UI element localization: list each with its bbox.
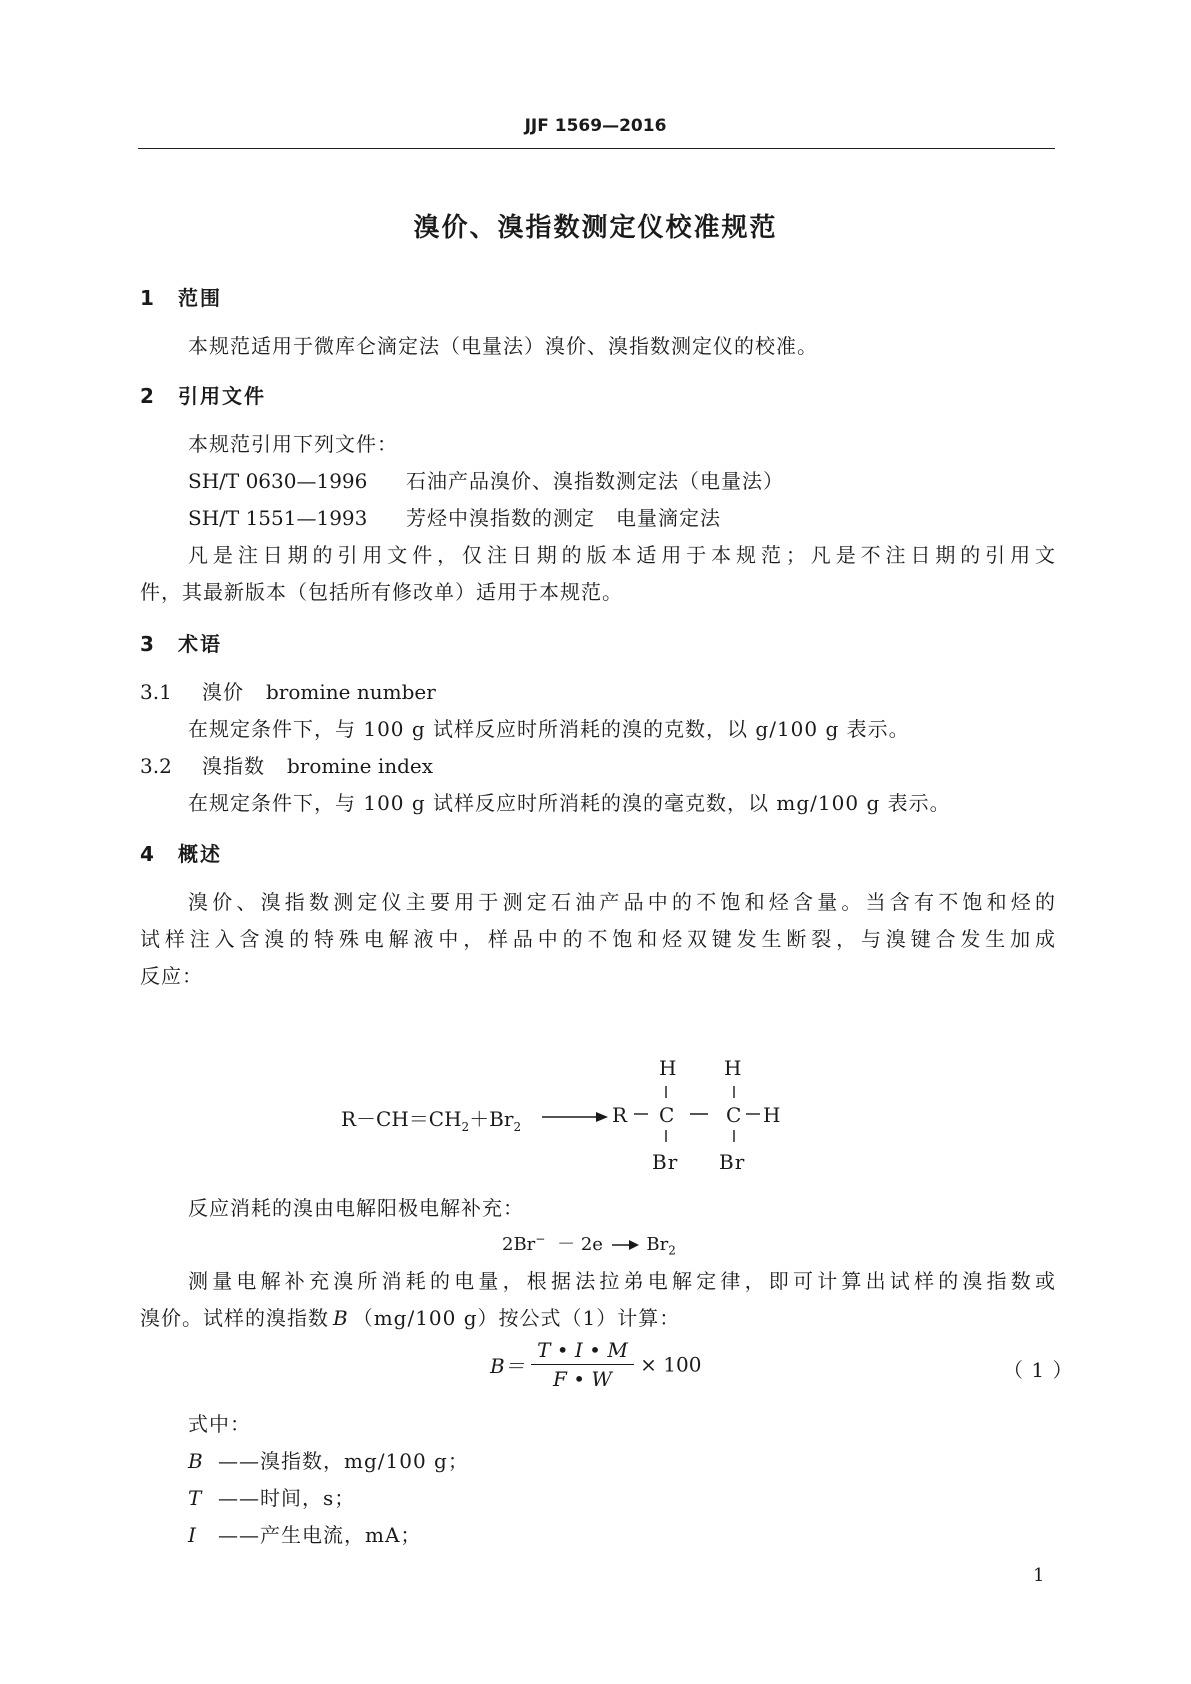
calculation-line-2: 溴价。试样的溴指数 B （mg/100 g）按公式（1）计算： <box>140 1306 681 1330</box>
section-2-heading <box>140 380 266 409</box>
formula-1 <box>490 1338 701 1391</box>
atom-h: H <box>659 1056 678 1080</box>
reference-item <box>188 465 784 494</box>
electrolysis-equation: 2Br− － 2e $Br_2$ <box>502 1232 676 1258</box>
where-label: 式中： <box>188 1412 251 1436</box>
atom-c: C <box>659 1103 676 1127</box>
reference-code: SH/T 1551—1993 <box>188 506 368 530</box>
variable-description: ——时间，s； <box>218 1486 356 1510</box>
calculation-line-1: 测量电解补充溴所消耗的电量，根据法拉弟电解定律，即可计算出试样的溴指数或 <box>188 1269 1056 1293</box>
term-3-2 <box>140 750 433 779</box>
variable-symbol: I <box>188 1523 197 1547</box>
section-3-heading <box>140 628 222 657</box>
electrolysis-arrow <box>609 1238 641 1252</box>
term-chinese: 溴指数 <box>202 754 265 778</box>
formula-fraction <box>531 1338 634 1391</box>
reference-name: 芳烃中溴指数的测定 电量滴定法 <box>406 506 721 530</box>
section-1-text: 本规范适用于微库仑滴定法（电量法）溴价、溴指数测定仪的校准。 <box>188 334 818 358</box>
term-english: bromine index <box>287 754 434 778</box>
reaction-arrow <box>540 1105 610 1129</box>
section-number: 1 <box>140 286 154 310</box>
section-number: 3 <box>140 632 154 656</box>
term-english: bromine number <box>266 680 436 704</box>
section-title: 术语 <box>178 632 222 656</box>
variable-symbol: T <box>188 1486 203 1510</box>
term-number: 3.2 <box>140 754 172 778</box>
term-3-2-definition: 在规定条件下，与 100 g 试样反应时所消耗的溴的毫克数，以 mg/100 g 表示。 <box>188 791 951 815</box>
reference-name: 石油产品溴价、溴指数测定法（电量法） <box>406 469 784 493</box>
variable-b: B <box>333 1306 349 1330</box>
atom-r: R <box>612 1103 629 1127</box>
reaction-left-side: $R-CH=CH_2+Br_2$ <box>341 1107 522 1134</box>
atom-br: Br <box>652 1150 679 1174</box>
formula-label: （ 1 ） <box>1003 1358 1074 1382</box>
reference-item <box>188 502 721 531</box>
variable-definition <box>188 1482 355 1511</box>
overview-line-1: 溴价、溴指数测定仪主要用于测定石油产品中的不饱和烃含量。当含有不饱和烃的 <box>188 890 1056 914</box>
document-code-header: JJF 1569—2016 <box>524 116 667 136</box>
section-title: 范围 <box>178 286 222 310</box>
variable-definition <box>188 1519 421 1548</box>
atom-br: Br <box>719 1150 746 1174</box>
overview-line-3: 反应： <box>140 964 203 988</box>
references-note-line-1: 凡是注日期的引用文件，仅注日期的版本适用于本规范；凡是不注日期的引用文 <box>188 543 1056 567</box>
header-rule <box>138 148 1055 149</box>
variable-description: ——产生电流，mA； <box>218 1523 422 1547</box>
section-number: 2 <box>140 384 154 408</box>
section-number: 4 <box>140 842 154 866</box>
term-3-1 <box>140 676 436 705</box>
term-chinese: 溴价 <box>202 680 244 704</box>
electrolysis-intro: 反应消耗的溴由电解阳极电解补充： <box>188 1196 524 1220</box>
formula-numerator: T • I • M <box>531 1338 634 1365</box>
references-intro: 本规范引用下列文件： <box>188 432 398 456</box>
formula-rhs: × 100 <box>640 1352 702 1377</box>
atom-c: C <box>726 1103 743 1127</box>
variable-symbol: B <box>188 1449 204 1473</box>
term-3-1-definition: 在规定条件下，与 100 g 试样反应时所消耗的溴的克数，以 g/100 g 表示。 <box>188 717 910 741</box>
section-title: 概述 <box>178 842 222 866</box>
overview-line-2: 试样注入含溴的特殊电解液中，样品中的不饱和烃双键发生断裂，与溴键合发生加成 <box>140 927 1056 951</box>
atom-h: H <box>724 1056 743 1080</box>
formula-lhs: B＝ <box>490 1354 525 1378</box>
section-4-heading <box>140 838 222 867</box>
variable-description: ——溴指数，mg/100 g； <box>218 1449 469 1473</box>
page-number: 1 <box>1033 1565 1045 1586</box>
section-title: 引用文件 <box>178 384 266 408</box>
term-number: 3.1 <box>140 680 172 704</box>
reference-code: SH/T 0630—1996 <box>188 469 368 493</box>
atom-h: H <box>763 1103 782 1127</box>
section-1-heading <box>140 282 222 311</box>
variable-definition <box>188 1445 469 1474</box>
references-note-line-2: 件，其最新版本（包括所有修改单）适用于本规范。 <box>140 580 623 604</box>
document-title: 溴价、溴指数测定仪校准规范 <box>413 213 778 243</box>
formula-denominator: F • W <box>552 1367 612 1391</box>
